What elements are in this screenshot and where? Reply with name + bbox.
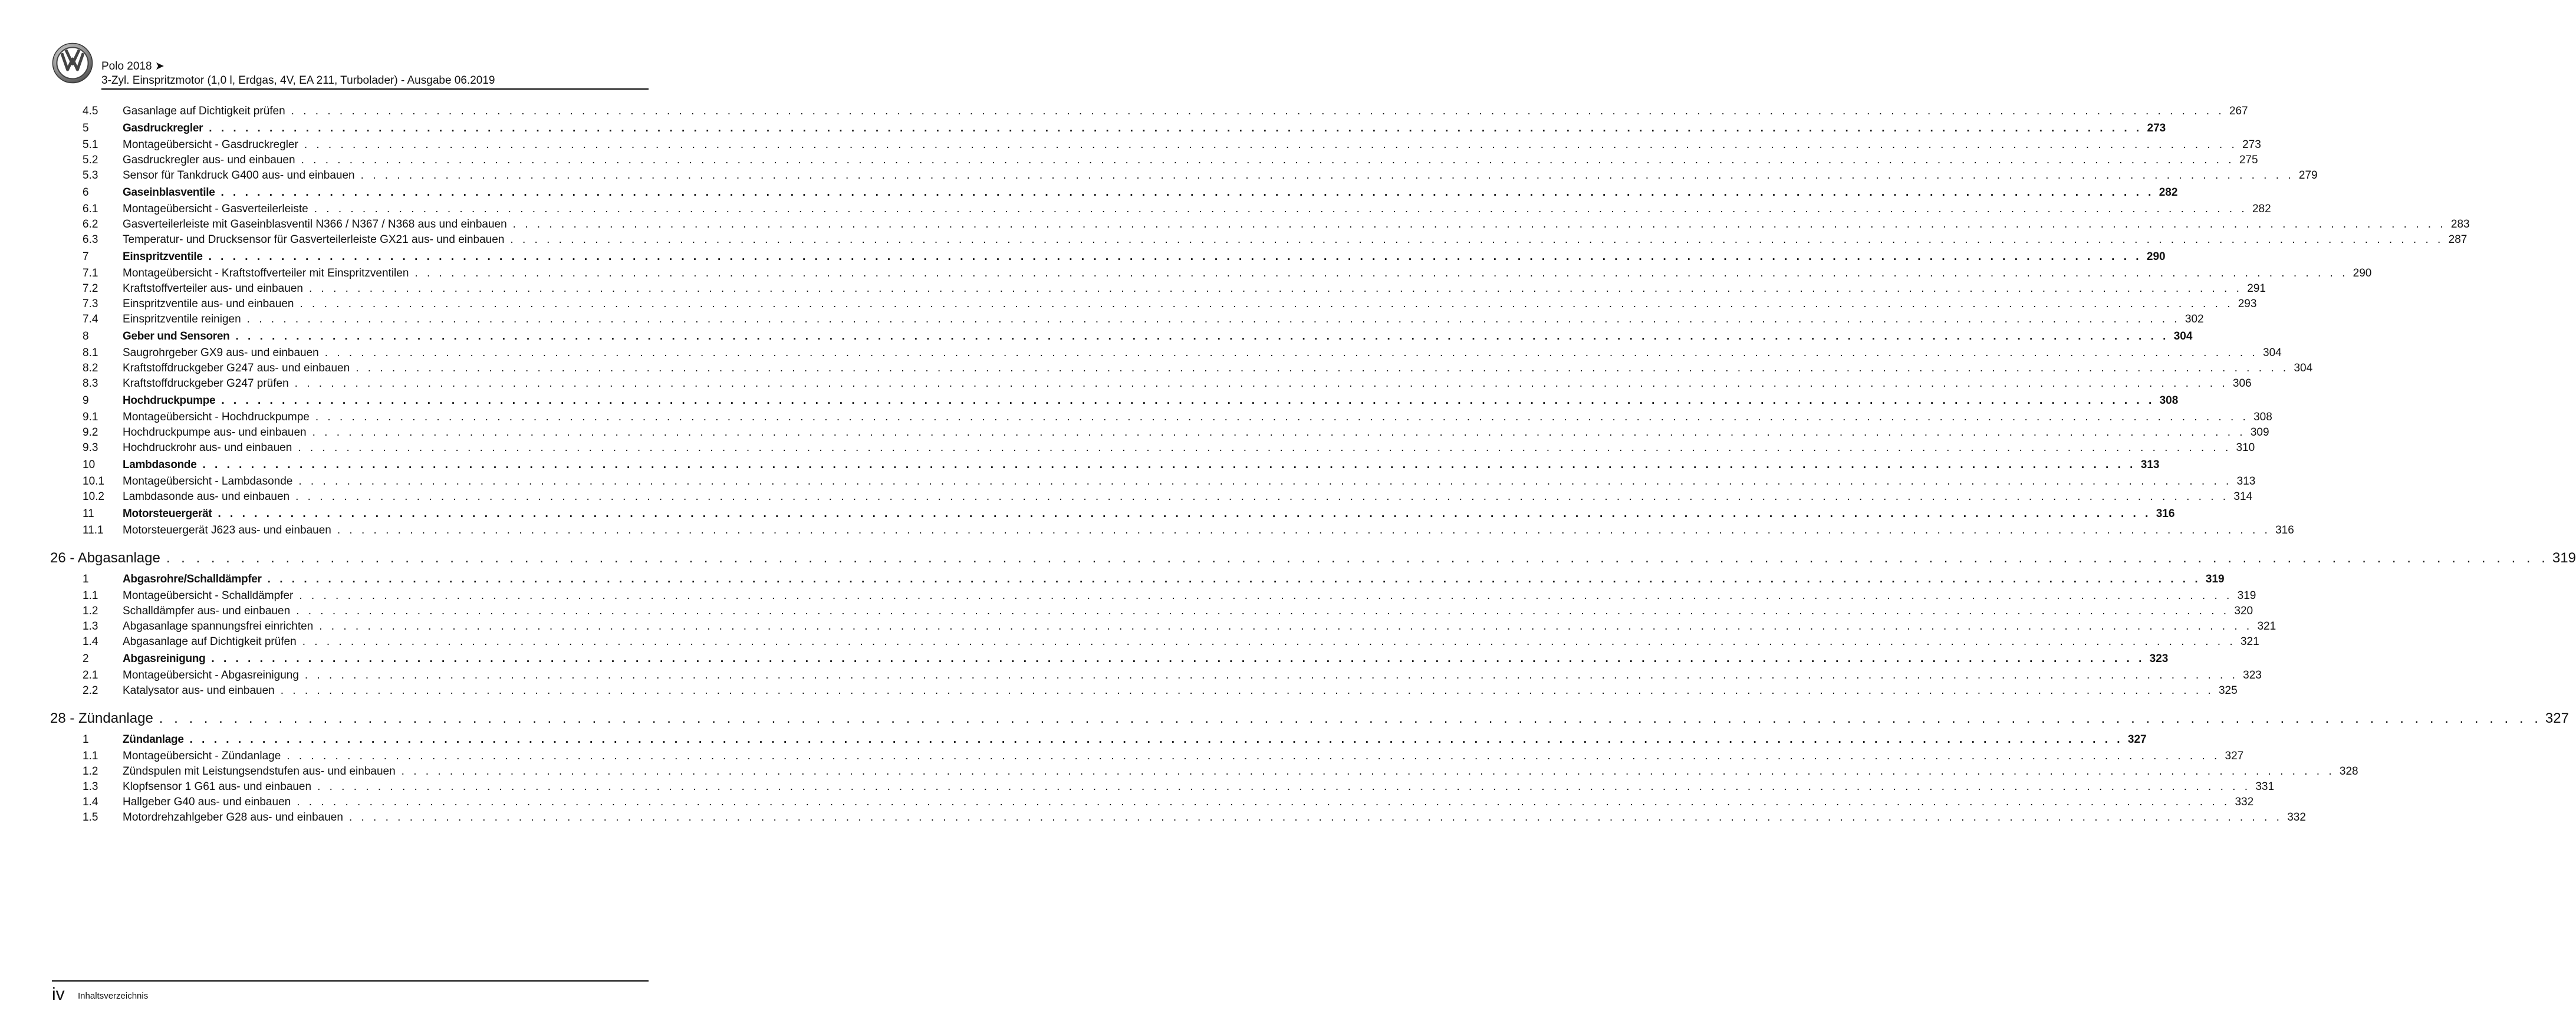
toc-title: Motorsteuergerät [123, 508, 212, 520]
toc-page-number: 279 [2298, 169, 2318, 182]
toc-leader-dots: . . . . . . . . . . . . . . . . . . . . . . . . . . . . . . . . . . . . . . . . . . . . . . . . . . . . . . . . . . . . . . . . . . . . . . . . . . . . . . . . . . . . . . . . . . . . . . . . . . . . . . . . . . . . . . . . . . . . . . . . . . . . . . . . . . . . . . . . . . . . . . . . . . . . . . . . . . . . . . . . [267, 573, 2201, 585]
toc-title: Motorsteuergerät J623 aus- und einbauen [123, 524, 331, 536]
toc-entry [52, 683, 2238, 699]
toc-entry [52, 489, 2253, 505]
toc-title: 26 - Abgasanlage [50, 550, 160, 566]
toc-number: 11.1 [83, 524, 104, 536]
toc-page-number: 273 [2147, 122, 2166, 134]
toc-entry [52, 410, 2272, 425]
toc-title: Montageübersicht - Schalldämpfer [123, 590, 294, 602]
toc-title: Sensor für Tankdruck G400 aus- und einbauen [123, 169, 355, 182]
toc-leader-dots: . . . . . . . . . . . . . . . . . . . . . . . . . . . . . . . . . . . . . . . . . . . . . . . . . . . . . . . . . . . . . . . . . . . . . . . . . . . . . . . . . . . . . . . . . . . . . . . . . . . . . . . . . . . . . . . . . . . . . . . . . . . . . . . . . . . . . . . . . . . . . . . . . . . . . . . . . . . . . . . . [304, 669, 2238, 681]
toc-entry [52, 153, 2258, 168]
toc-leader-dots: . . . . . . . . . . . . . . . . . . . . . . . . . . . . . . . . . . . . . . . . . . . . . . . . . . . . . . . . . . . . . . . . . . . . . . . . . . . . . . . . . . . . . . . . . . . . . . . . . . . . . . . . . . . . . . . . . . . . . . . . . . . . . . . . . . . . . . . . . . . . . . . . . . . . . . . . . . . . . . . . [287, 750, 2220, 762]
page-header [52, 42, 649, 90]
toc-leader-dots: . . . . . . . . . . . . . . . . . . . . . . . . . . . . . . . . . . . . . . . . . . . . . . . . . . . . . . . . . . . . . . . . . . . . . . . . . . . . . . . . . . . . . . . . . . . . . . . . . . . . . . . . . . . . . . . . . . . . . . . . . . . . . . . . . . . . . . . . . . . . . . . . . . . . . . . . . . . . . . . . [314, 203, 2248, 215]
toc-leader-dots: . . . . . . . . . . . . . . . . . . . . . . . . . . . . . . . . . . . . . . . . . . . . . . . . . . . . . . . . . . . . . . . . . . . . . . . . . . . . . . . . . . . . . . . . . . . . . . . . . . . . . . . . . . . . . . . . . . . . . . . . . . . . . . . . . . . . . . . . . . . . . . . . . . . . . . . . . . . . . . . . [221, 186, 2154, 199]
toc-title: Montageübersicht - Gasverteilerleiste [123, 203, 308, 215]
toc-page-number: 323 [2243, 669, 2262, 681]
toc-leader-dots: . . . . . . . . . . . . . . . . . . . . . . . . . . . . . . . . . . . . . . . . . . . . . . . . . . . . . . . . . . . . . . . . . . . . . . . . . . . . . . . . . . . . . . . . . . . . . . . . . . . . . . . . . . . . . . . . . . . . . . . . . . . . . . . . . . . . . . . . . . . . . . . . . . . . . . . . . . . . . . . . [202, 459, 2136, 471]
toc-page-number: 308 [2253, 411, 2272, 423]
toc-entry [52, 634, 2259, 650]
toc-entry [52, 474, 2256, 489]
toc-number: 6 [83, 186, 89, 199]
toc-number: 9.1 [83, 411, 98, 423]
toc-title: Montageübersicht - Lambdasonde [123, 475, 293, 488]
toc-title: Geber und Sensoren [123, 330, 230, 343]
toc-page-number: 304 [2173, 330, 2193, 343]
vw-logo-icon [52, 42, 93, 84]
toc-number: 1.2 [83, 605, 98, 617]
toc-title: Abgasrohre/Schalldämpfer [123, 573, 262, 585]
toc-number: 6.1 [83, 203, 98, 215]
toc-number: 7.4 [83, 313, 98, 325]
toc-leader-dots: . . . . . . . . . . . . . . . . . . . . . . . . . . . . . . . . . . . . . . . . . . . . . . . . . . . . . . . . . . . . . . . . . . . . . . . . . . . . . . . . . . . . . . . . . . . . . . . . . . . . . . . . . . . . . . . . . . . . . . . . . . . . . . . . . . . . . . . . . . . . . . . . . . . . . . . . . . . . . . . . [312, 426, 2246, 439]
toc-title: Schalldämpfer aus- und einbauen [123, 605, 291, 617]
toc-page-number: 275 [2239, 154, 2258, 166]
toc-leader-dots: . . . . . . . . . . . . . . . . . . . . . . . . . . . . . . . . . . . . . . . . . . . . . . . . . . . . . . . . . . . . . . . . . . . . . . . . . . . . . . . . . . . . . . . . . . . . . . . . . . . . . . . . . . . . . . . . . . . . . . . . . . . . . . . . . . . . . . . . . . . . . . . . . . . . . . . . . . . . . . . . [294, 377, 2228, 390]
toc-entry [52, 425, 2269, 440]
toc-entry [52, 104, 2248, 119]
toc-title: Hochdruckpumpe [123, 394, 216, 407]
toc-page-number: 293 [2238, 298, 2257, 310]
toc-section [52, 392, 2179, 410]
toc-page-number: 316 [2275, 524, 2294, 536]
toc-page-number: 316 [2156, 508, 2175, 520]
toc-entry [52, 764, 2358, 779]
toc-leader-dots: . . . . . . . . . . . . . . . . . . . . . . . . . . . . . . . . . . . . . . . . . . . . . . . . . . . . . . . . . . . . . . . . . . . . . . . . . . . . . . . . . . . . . . . . . . . . . . . . . . . . . . . . . . . . . . . . . . . . . . . . . . . . . . . . . . . . . . . . . . . . . . . . . . . . . . . . . . . . . . . . [297, 796, 2230, 808]
toc-page-number: 314 [2233, 490, 2253, 503]
toc-leader-dots: . . . . . . . . . . . . . . . . . . . . . . . . . . . . . . . . . . . . . . . . . . . . . . . . . . . . . . . . . . . . . . . . . . . . . . . . . . . . . . . . . . . . . . . . . . . . . . . . . . . . . . . . . . . . . . . . . . . . . . . . . . . . . . . . . . . . . . . . . . . . . . . . . . . . . . . . . . . . . . . . [317, 781, 2251, 793]
toc-entry [52, 376, 2252, 391]
toc-page-number: 319 [2205, 573, 2225, 585]
toc-number: 10.2 [83, 490, 104, 503]
toc-page-number: 282 [2252, 203, 2271, 215]
toc-leader-dots: . . . . . . . . . . . . . . . . . . . . . . . . . . . . . . . . . . . . . . . . . . . . . . . . . . . . . . . . . . . . . . . . . . . . . . . . . . . . . . . . . . . . . . . . . . . . . . . . . . . . . . . . . . . . . . . . . . . . . . . . . . . . . . . . . . . . . . . . . . . . . . . . . . . . . . . . . . . . . . . . [246, 313, 2180, 325]
toc-number: 8.2 [83, 362, 98, 374]
toc-leader-dots: . . . . . . . . . . . . . . . . . . . . . . . . . . . . . . . . . . . . . . . . . . . . . . . . . . . . . . . . . . . . . . . . . . . . . . . . . . . . . . . . . . . . . . . . . . . . . . . . . . . . . . . . . . . . . . . . . . . . . . . . . . . . . . . . . . . . . . . . . . . . . . . . . . . . . . . . . . . . . . . . [300, 298, 2233, 310]
toc-number: 5.2 [83, 154, 98, 166]
toc-page-number: 287 [2448, 233, 2468, 246]
toc-number: 7 [83, 251, 89, 263]
toc-page-number: 302 [2184, 313, 2204, 325]
toc-title: Gasdruckregler [123, 122, 203, 134]
toc-number: 6.3 [83, 233, 98, 246]
toc-title: Montageübersicht - Abgasreinigung [123, 669, 299, 681]
toc-entry [52, 523, 2294, 538]
toc-title: Kraftstoffdruckgeber G247 aus- und einbauen [123, 362, 350, 374]
toc-number: 10 [83, 459, 96, 471]
toc-title: Hallgeber G40 aus- und einbauen [123, 796, 291, 808]
toc-leader-dots: . . . . . . . . . . . . . . . . . . . . . . . . . . . . . . . . . . . . . . . . . . . . . . . . . . . . . . . . . . . . . . . . . . . . . . . . . . . . . . . . . . . . . . . . . . . . . . . . . . . . . . . . . . . . . . . . . . . . . . . . . . . . . . . . . . . . . . . . . . . . . . . . . . . . . . . . . . . . . . . . [324, 347, 2258, 359]
toc-number: 1 [83, 573, 89, 585]
toc-number: 2.2 [83, 684, 98, 697]
toc-title: Zündanlage [123, 733, 184, 746]
toc-page-number: 310 [2236, 442, 2255, 454]
toc-section [52, 120, 2166, 137]
toc-section [52, 248, 2166, 266]
toc-leader-dots: . . . . . . . . . . . . . . . . . . . . . . . . . . . . . . . . . . . . . . . . . . . . . . . . . . . . . . . . . . . . . . . . . . . . . . . . . . . . . . . . . . . . . . . . . . . . . . . . . . . . . . . . . . . . . . . . . . . . . . . . . . . . . . . . . . . . . . . . . . . . . . . . . . . . . . . . . . . . . . . . [299, 590, 2233, 602]
toc-page-number: 327 [2225, 750, 2244, 762]
toc-number: 1.5 [83, 811, 98, 824]
toc-entry [52, 668, 2262, 683]
toc-title: Katalysator aus- und einbauen [123, 684, 275, 697]
header-divider [101, 88, 649, 90]
toc-title: Lambdasonde aus- und einbauen [123, 490, 290, 503]
toc-entry [52, 217, 2470, 232]
toc-leader-dots: . . . . . . . . . . . . . . . . . . . . . . . . . . . . . . . . . . . . . . . . . . . . . . . . . . . . . . . . . . . . . . . . . . . . . . . . . . . . . . . . . . . . . . . . . . . . . . . . . . . . . . . . . . . . . . . . . . . . . . . . . . . . . . . . . . . . . . . . . . . . . . . . . . . . . . . . . . . . . . . . [209, 122, 2143, 134]
toc-title: Einspritzventile reinigen [123, 313, 241, 325]
toc-chapter [50, 546, 2576, 570]
toc-section [52, 571, 2225, 588]
toc-section [52, 731, 2147, 749]
toc-number: 5.1 [83, 139, 98, 151]
toc-number: 1.3 [83, 620, 98, 633]
toc-leader-dots: . . . . . . . . . . . . . . . . . . . . . . . . . . . . . . . . . . . . . . . . . . . . . . . . . . . . . . . . . . . . . . . . . . . . . . . . . . . . . . . . . . . . . . . . . . . . . . . . . . . . . . . . . . . . . . . . . . . . . . . . . . . . . . . . . . . . . . . . . . . . . . . . . . . . . . . . . . . . . . . . [218, 508, 2151, 520]
footer-divider [52, 980, 649, 982]
toc-entry [52, 588, 2256, 604]
toc-leader-dots: . . . . . . . . . . . . . . . . . . . . . . . . . . . . . . . . . . . . . . . . . . . . . . . . . . . . . . . . . . . . . . . . . . . . . . . . . . . . . . . . . . . . . . . . . . . . . . . . . . . . . . . . . . . . . . . . . . . . . . . . . . . . . . . . . . . . . . . . . . . . . . . . . . . . . . . . . . . . . . . . [235, 330, 2169, 343]
toc-title: Montageübersicht - Kraftstoffverteiler mit Einspritzventilen [123, 267, 409, 279]
toc-entry [52, 619, 2276, 634]
toc-page-number: 273 [2242, 139, 2261, 151]
toc-leader-dots: . . . . . . . . . . . . . . . . . . . . . . . . . . . . . . . . . . . . . . . . . . . . . . . . . . . . . . . . . . . . . . . . . . . . . . . . . . . . . . . . . . . . . . . . . . . . . . . . . . . . . . . . . . . . . . . . . . . . . . . . . . . . . . . . . . . . . . . . . . . . . . . . . . . . . . . . . . . . . . . . [414, 267, 2348, 279]
toc-title: Abgasanlage spannungsfrei einrichten [123, 620, 314, 633]
toc-entry [52, 297, 2257, 312]
toc-entry [52, 779, 2275, 795]
toc-number: 1.2 [83, 765, 98, 778]
toc-number: 9.2 [83, 426, 98, 439]
toc-number: 11 [83, 508, 94, 520]
toc-number: 6.2 [83, 218, 98, 230]
toc-leader-dots: . . . . . . . . . . . . . . . . . . . . . . . . . . . . . . . . . . . . . . . . . . . . . . . . . . . . . . . . . . . . . . . . . . . . . . . . . . . . . . . . . . . . . . . . . . . . . . . . . . . . . . . . . . . . . . . . . . . . . . . . . . . . . . . . . . . . . . . . . . . . . . . . . . . . . . . . . . . . . . . . [512, 218, 2446, 230]
toc-page-number: 308 [2159, 394, 2179, 407]
toc-entry [52, 604, 2253, 619]
toc-leader-dots: . . . . . . . . . . . . . . . . . . . . . . . . . . . . . . . . . . . . . . . . . . . . . . . . . . . . . . . . . . . . . . . . . . . . . . . . . . . . . . . . . . . . . . . . . . . . . . . . . . . . . . . . . . . . . . . . . . . . . . . . . . . . . . . . . . . . . . . . . . . . . . . . . . . . . . . . . . . . . . . . [337, 524, 2271, 536]
toc-page-number: 291 [2247, 282, 2266, 295]
toc-leader-dots: . . . . . . . . . . . . . . . . . . . . . . . . . . . . . . . . . . . . . . . . . . . . . . . . . . . . . . . . . . . . . . . . . . . . . . . . . . . . . . . . . . . . . . . . . . . . . . . . . . . . . . . . . . . . . . . . . . . . . . . . . . . . . . . . . . . . . . . . . . . . . . . . . . . . . . . . . . . . . . . . [298, 475, 2232, 488]
toc-title: Montageübersicht - Zündanlage [123, 750, 281, 762]
toc-title: 28 - Zündanlage [50, 710, 153, 726]
toc-leader-dots: . . . . . . . . . . . . . . . . . . . . . . . . . . . . . . . . . . . . . . . . . . . . . . . . . . . . . . . . . . . . . . . . . . . . . . . . . . . . . . . . . . . . . . . . . . . . . . . . . . . . . . . . . . . . . . . . . . . . . . . . . . . . . . . . . . . . . . . . . . . . . . . . . . . . . . . . . . . . . . . . [189, 733, 2123, 746]
toc-page-number: 290 [2146, 251, 2166, 263]
toc-leader-dots: . . . . . . . . . . . . . . . . . . . . . . . . . . . . . . . . . . . . . . . . . . . . . . . . . . . . . . . . . . . . . . . . . . . . . . . . . . . . . . . . . . . . . . . . . . . . . . . . . . . . . . . . . . . . . . . . . . . . . . . . . . . . . . . . . . . . . . . . . . . . . . . . . . . . . . . . . . . . . . . . [301, 154, 2235, 166]
toc-page-number: 290 [2353, 267, 2372, 279]
toc-leader-dots: . . . . . . . . . . . . . . . . . . . . . . . . . . . . . . . . . . . . . . . . . . . . . . . . . . . . . . . . . . . . . . . . . . . . . . . . . . . . . . . . . . . . . . . . . . . . . . . . . . . . . . . . . . . . . . . . . . . . . . . . . . . . . . . . . . . . . . . . . . . . . . . . . . . . . . . . . . . . . . . . [308, 282, 2242, 295]
toc-number: 8.1 [83, 347, 98, 359]
toc-leader-dots: . . . . . . . . . . . . . . . . . . . . . . . . . . . . . . . . . . . . . . . . . . . . . . . . . . . . . . . . . . . . . . . . . . . . . . . . . . . . . . . . . . . . . . . . . . . . . . . . . . . . . . . . . . . . . . . . . . . . . . . . . . . . . . . . . . . . . . . . . . . . . . . . . . . . . . . . . . . . . . . . [304, 139, 2238, 151]
footer-page-number: iv [52, 984, 65, 1004]
toc-entry [52, 202, 2271, 217]
toc-page-number: 323 [2149, 653, 2169, 665]
toc-number: 1.3 [83, 781, 98, 793]
toc-leader-dots: . . . . . . . . . . . . . . . . . . . . . . . . . . . . . . . . . . . . . . . . . . . . . . . . . . . . . . . . . . . . . . . . . . . . . . . . . . . . . . . . . . . . . . . . . . . . . . . . . . . . . . . . . . . . . . . . . . . . . . . . . . . . . . . . . . . . . . . . . . . . . . . . . . . . . . . . . . . . . . . . [319, 620, 2253, 633]
toc-title: Hochdruckrohr aus- und einbauen [123, 442, 292, 454]
toc-page-number: 332 [2235, 796, 2254, 808]
toc-number: 2 [83, 653, 89, 665]
toc-leader-dots: . . . . . . . . . . . . . . . . . . . . . . . . . . . . . . . . . . . . . . . . . . . . . . . . . . . . . . . . . . . . . . . . . . . . . . . . . . . . . . . . . . . . . . . . . . . . . . . . . . . . . . . . . . . . . . . . . . . . . . . . . . . . . . . . . . . . . . . . . . . . . . . . . . . . . . . . . . . . . . . . [360, 169, 2294, 182]
toc-title: Hochdruckpumpe aus- und einbauen [123, 426, 307, 439]
toc-section [52, 456, 2160, 474]
toc-title: Gasverteilerleiste mit Gaseinblasventil N366 / N367 / N368 aus und einbauen [123, 218, 507, 230]
toc-number: 2.1 [83, 669, 98, 681]
toc-entry [52, 345, 2282, 361]
toc-entry [52, 440, 2255, 456]
toc-title: Temperatur- und Drucksensor für Gasverteilerleiste GX21 aus- und einbauen [123, 233, 505, 246]
toc-title: Kraftstoffdruckgeber G247 prüfen [123, 377, 289, 390]
toc-title: Motordrehzahlgeber G28 aus- und einbauen [123, 811, 343, 824]
toc-page-number: 321 [2240, 635, 2259, 648]
toc-title: Lambdasonde [123, 459, 197, 471]
toc-title: Gasanlage auf Dichtigkeit prüfen [123, 105, 285, 117]
toc-entry [52, 312, 2204, 327]
toc-page-number: 313 [2236, 475, 2256, 488]
toc-title: Klopfsensor 1 G61 aus- und einbauen [123, 781, 312, 793]
toc-leader-dots: . . . . . . . . . . . . . . . . . . . . . . . . . . . . . . . . . . . . . . . . . . . . . . . . . . . . . . . . . . . . . . . . . . . . . . . . . . . . . . . . . . . . . . . . . . . . . . . . . . . . . . . . . . . . . . . . . . . . . . . . . . . . . . . . . . . . . . . . . . . . . . . . . . . . . . . . . . . . . . . . [401, 765, 2335, 778]
toc-page-number: 331 [2255, 781, 2275, 793]
toc-page-number: 327 [2127, 733, 2147, 746]
toc-number: 7.1 [83, 267, 98, 279]
toc-title: Gaseinblasventile [123, 186, 215, 199]
toc-title: Zündspulen mit Leistungsendstufen aus- und einbauen [123, 765, 396, 778]
toc-number: 1.4 [83, 796, 98, 808]
toc-leader-dots: . . . . . . . . . . . . . . . . . . . . . . . . . . . . . . . . . . . . . . . . . . . . . . . . . . . . . . . . . . . . . . . . . . . . . . . . . . . . . . . . . . . . . . . . . . . . . . . . . . . . . . . . . . . . . . . . . . . . . . . . . . . . . . . . . . . . . . . . . . . . . . . . . . . . . . . . . . . . . . . . [302, 635, 2236, 648]
toc-section [52, 184, 2178, 202]
toc-number: 9 [83, 394, 89, 407]
toc-title: Saugrohrgeber GX9 aus- und einbauen [123, 347, 319, 359]
toc-number: 1.1 [83, 590, 98, 602]
toc-number: 1 [83, 733, 89, 746]
toc-leader-dots: . . . . . . . . . . . . . . . . . . . . . . . . . . . . . . . . . . . . . . . . . . . . . . . . . . . . . . . . . . . . . . . . . . . . . . . . . . . . . . . . . . . . . . . . . . . . . . . . . . . . . . . . . . . . . . . . . . . . . . . . . . . . . . . . . . . . . . . . . . . . . . . . . . . . . . . . . . . . . . . . [295, 490, 2229, 503]
toc-title: Montageübersicht - Hochdruckpumpe [123, 411, 310, 423]
toc-section [52, 650, 2169, 668]
toc-page-number: 304 [2263, 347, 2282, 359]
toc-number: 4.5 [83, 105, 98, 117]
toc-leader-dots: . . . . . . . . . . . . . . . . . . . . . . . . . . . . . . . . . . . . . . . . . . . . . . . . . . . . . . . . . . . . . . . . . . . . . . . . . . . . . . . . . . . . . . . . . . . . . . . . . . . . . . . . . . . . . . . . . . . . . . . . . . . . . . . . . . . . . . . . . . . . . . . . . . . . . . . . . . . . . . . . [510, 233, 2444, 246]
toc-page-number: 328 [2339, 765, 2358, 778]
toc-page-number: 267 [2229, 105, 2248, 117]
footer-label: Inhaltsverzeichnis [78, 991, 149, 1001]
toc-entry [52, 266, 2372, 281]
toc-leader-dots: . . . . . . . . . . . . . . . . . . . . . . . . . . . . . . . . . . . . . . . . . . . . . . . . . . . . . . . . . . . . . . . . . . . . . . . . . . . . . . . . . . . . . . . . . . . . . . . . . . . . . . . . . . . . . . . . . . . . . . . . . . . . . . . . . . . . . . . . . . . . . . . . . . . . . . . . . . . . . . . . [298, 442, 2232, 454]
toc-page-number: 319 [2237, 590, 2256, 602]
header-model: Polo 2018 ➤ [101, 60, 165, 73]
toc-title: Kraftstoffverteiler aus- und einbauen [123, 282, 303, 295]
header-subtitle: 3-Zyl. Einspritzmotor (1,0 l, Erdgas, 4V, EA 211, Turbolader) - Ausgabe 06.2019 [101, 74, 495, 87]
toc-page-number: 332 [2287, 811, 2306, 824]
toc-number: 5.3 [83, 169, 98, 182]
toc-number: 9.3 [83, 442, 98, 454]
toc-number: 5 [83, 122, 89, 134]
toc-number: 10.1 [83, 475, 104, 488]
toc-leader-dots: . . . . . . . . . . . . . . . . . . . . . . . . . . . . . . . . . . . . . . . . . . . . . . . . . . . . . . . . . . . . . . . . . . . . . . . . . . . . . . . . . . . . . . . . . . . . . . . . . . . . . . . . . . . . . . . . . . . . . . . . . . . . . . . . . . . . . . . . . . . . . . . . . . . . . . . . . . . . . . . . [291, 105, 2225, 117]
toc-leader-dots: . . . . . . . . . . . . . . . . . . . . . . . . . . . . . . . . . . . . . . . . . . . . . . . . . . . . . . . . . . . . . . . . . . . . . . . . . . . . . . . . . . . . . . . . . . . . . . . . . . . . . . . . . . . . . . . . . . . . . . . . . . . . . . . . . . . . . . . . . . . . . . . . . . . . . . . . . . . . . . . . [159, 710, 2542, 726]
toc-title: Montageübersicht - Gasdruckregler [123, 139, 298, 151]
toc-title: Abgasreinigung [123, 653, 206, 665]
toc-leader-dots: . . . . . . . . . . . . . . . . . . . . . . . . . . . . . . . . . . . . . . . . . . . . . . . . . . . . . . . . . . . . . . . . . . . . . . . . . . . . . . . . . . . . . . . . . . . . . . . . . . . . . . . . . . . . . . . . . . . . . . . . . . . . . . . . . . . . . . . . . . . . . . . . . . . . . . . . . . . . . . . . [221, 394, 2155, 407]
toc-leader-dots: . . . . . . . . . . . . . . . . . . . . . . . . . . . . . . . . . . . . . . . . . . . . . . . . . . . . . . . . . . . . . . . . . . . . . . . . . . . . . . . . . . . . . . . . . . . . . . . . . . . . . . . . . . . . . . . . . . . . . . . . . . . . . . . . . . . . . . . . . . . . . . . . . . . . . . . . . . . . . . . . [208, 251, 2142, 263]
toc-leader-dots: . . . . . . . . . . . . . . . . . . . . . . . . . . . . . . . . . . . . . . . . . . . . . . . . . . . . . . . . . . . . . . . . . . . . . . . . . . . . . . . . . . . . . . . . . . . . . . . . . . . . . . . . . . . . . . . . . . . . . . . . . . . . . . . . . . . . . . . . . . . . . . . . . . . . . . . . . . . . . . . . [280, 684, 2214, 697]
toc-page-number: 320 [2234, 605, 2253, 617]
toc-number: 1.1 [83, 750, 98, 762]
toc-entry [52, 281, 2266, 297]
toc-page-number: 283 [2450, 218, 2470, 230]
toc-page-number: 325 [2218, 684, 2238, 697]
toc-page-number: 321 [2257, 620, 2276, 633]
toc-entry [52, 168, 2318, 183]
toc-page-number: 304 [2294, 362, 2313, 374]
toc-entry [52, 795, 2254, 810]
toc-leader-dots: . . . . . . . . . . . . . . . . . . . . . . . . . . . . . . . . . . . . . . . . . . . . . . . . . . . . . . . . . . . . . . . . . . . . . . . . . . . . . . . . . . . . . . . . . . . . . . . . . . . . . . . . . . . . . . . . . . . . . . . . . . . . . . . . . . . . . . . . . . . . . . . . . . . . . . . . . . . . . . . . [166, 550, 2549, 566]
toc-number: 8.3 [83, 377, 98, 390]
toc-leader-dots: . . . . . . . . . . . . . . . . . . . . . . . . . . . . . . . . . . . . . . . . . . . . . . . . . . . . . . . . . . . . . . . . . . . . . . . . . . . . . . . . . . . . . . . . . . . . . . . . . . . . . . . . . . . . . . . . . . . . . . . . . . . . . . . . . . . . . . . . . . . . . . . . . . . . . . . . . . . . . . . . [296, 605, 2230, 617]
toc-leader-dots: . . . . . . . . . . . . . . . . . . . . . . . . . . . . . . . . . . . . . . . . . . . . . . . . . . . . . . . . . . . . . . . . . . . . . . . . . . . . . . . . . . . . . . . . . . . . . . . . . . . . . . . . . . . . . . . . . . . . . . . . . . . . . . . . . . . . . . . . . . . . . . . . . . . . . . . . . . . . . . . . [211, 653, 2145, 665]
toc-page-number: 327 [2545, 710, 2569, 726]
toc-number: 8 [83, 330, 89, 343]
toc-number: 7.2 [83, 282, 98, 295]
toc-page-number: 313 [2140, 459, 2160, 471]
toc-page-number: 309 [2250, 426, 2269, 439]
toc-leader-dots: . . . . . . . . . . . . . . . . . . . . . . . . . . . . . . . . . . . . . . . . . . . . . . . . . . . . . . . . . . . . . . . . . . . . . . . . . . . . . . . . . . . . . . . . . . . . . . . . . . . . . . . . . . . . . . . . . . . . . . . . . . . . . . . . . . . . . . . . . . . . . . . . . . . . . . . . . . . . . . . . [315, 411, 2249, 423]
toc-section [52, 328, 2193, 345]
toc-number: 1.4 [83, 635, 98, 648]
toc-entry [52, 361, 2313, 376]
toc-entry [52, 749, 2244, 764]
toc-number: 7.3 [83, 298, 98, 310]
toc-page-number: 319 [2552, 550, 2576, 566]
toc-title: Abgasanlage auf Dichtigkeit prüfen [123, 635, 297, 648]
toc-leader-dots: . . . . . . . . . . . . . . . . . . . . . . . . . . . . . . . . . . . . . . . . . . . . . . . . . . . . . . . . . . . . . . . . . . . . . . . . . . . . . . . . . . . . . . . . . . . . . . . . . . . . . . . . . . . . . . . . . . . . . . . . . . . . . . . . . . . . . . . . . . . . . . . . . . . . . . . . . . . . . . . . [356, 362, 2289, 374]
toc-entry [52, 810, 2306, 825]
toc-chapter [50, 707, 2569, 730]
toc-page-number: 306 [2232, 377, 2252, 390]
toc-title: Einspritzventile aus- und einbauen [123, 298, 294, 310]
toc-entry [52, 232, 2468, 248]
toc-section [52, 505, 2175, 523]
toc-leader-dots: . . . . . . . . . . . . . . . . . . . . . . . . . . . . . . . . . . . . . . . . . . . . . . . . . . . . . . . . . . . . . . . . . . . . . . . . . . . . . . . . . . . . . . . . . . . . . . . . . . . . . . . . . . . . . . . . . . . . . . . . . . . . . . . . . . . . . . . . . . . . . . . . . . . . . . . . . . . . . . . . [348, 811, 2282, 824]
toc-title: Gasdruckregler aus- und einbauen [123, 154, 295, 166]
toc-page-number: 282 [2159, 186, 2178, 199]
toc-title: Einspritzventile [123, 251, 203, 263]
toc-entry [52, 137, 2261, 153]
